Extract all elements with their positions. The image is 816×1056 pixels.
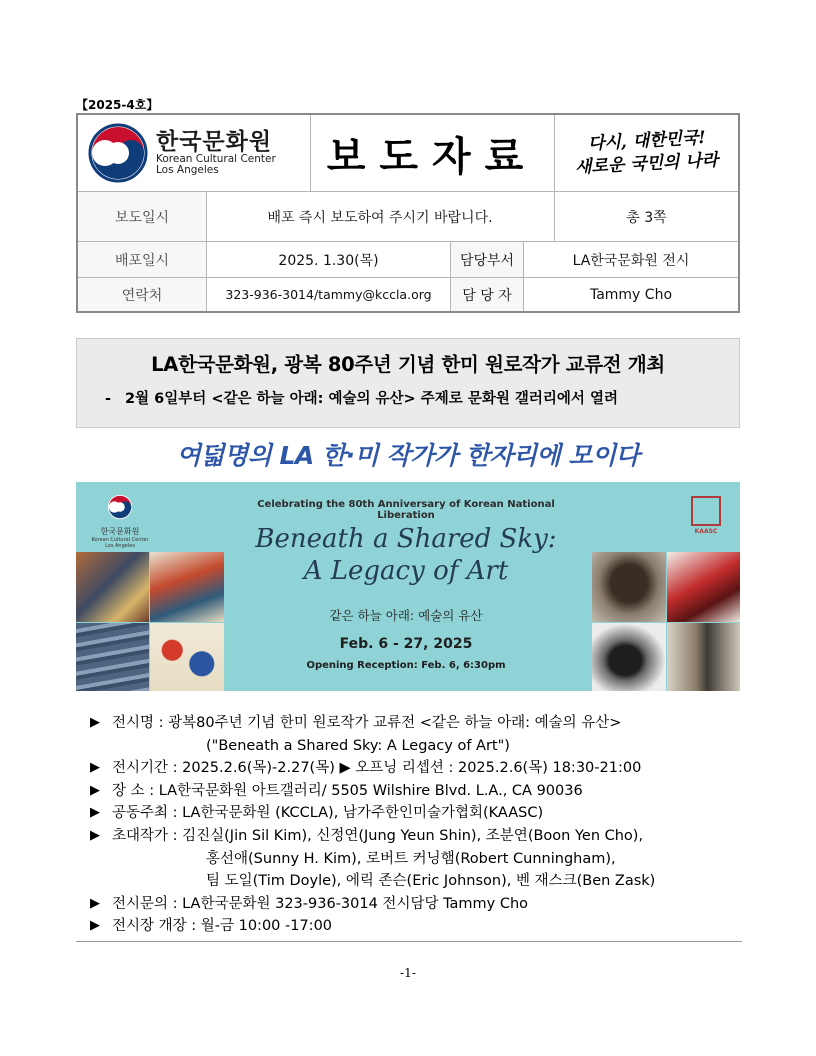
banner-opening-reception: Opening Reception: Feb. 6, 6:30pm	[306, 660, 506, 671]
subheadline-dash: -	[105, 391, 112, 407]
subheadline	[105, 387, 618, 408]
kcc-logo	[78, 115, 310, 191]
banner-logo-city: Los Angeles	[105, 543, 135, 549]
banner-celebrating-text: Celebrating the 80th Anniversary of Korean National Liberation	[257, 499, 555, 521]
artwork-standing-sculpture	[667, 623, 740, 691]
slogan-line-2: 새로운 국민의 나라	[574, 150, 720, 178]
distribution-date-value: 2025. 1.30(목)	[278, 252, 379, 269]
bullet-icon: ▶	[90, 760, 100, 776]
exhibition-info-list	[90, 712, 750, 938]
bottom-divider	[76, 941, 742, 942]
bullet-icon: ▶	[90, 782, 100, 798]
banner-taegeuk-icon	[107, 494, 133, 520]
kaasc-logo	[690, 496, 722, 535]
bullet-icon: ▶	[90, 805, 100, 821]
bullet-icon: ▶	[90, 918, 100, 934]
slogan-line-1: 다시, 대한민국!	[587, 127, 707, 155]
artwork-waves	[76, 623, 149, 691]
page-number: -1-	[400, 966, 416, 980]
banner-logo-korean: 한국문화원	[100, 527, 140, 536]
issue-number: 【2025-4호】	[76, 98, 159, 112]
logo-english-name: Korean Cultural Center	[156, 153, 276, 166]
banner-title-line-2: A Legacy of Art	[303, 556, 509, 586]
contact-value: 323-936-3014/tammy@kccla.org	[225, 287, 432, 302]
person-in-charge-label: 담 당 자	[451, 278, 523, 311]
artwork-abstract-1	[76, 552, 149, 622]
department-label: 담당부서	[451, 242, 523, 277]
info-exhibition-title-english: ("Beneath a Shared Sky: A Legacy of Art")	[206, 737, 510, 754]
contact-label: 연락처	[78, 278, 206, 311]
info-inquiry: ▶ 전시문의 : LA한국문화원 323-936-3014 전시담당 Tammy Cho	[90, 893, 750, 916]
artwork-red-form	[667, 552, 740, 622]
artwork-dark-sculpture	[592, 623, 666, 691]
slogan	[554, 115, 740, 191]
info-invited-artists: ▶ 초대작가 : 김진실(Jin Sil Kim), 신정연(Jung Yeun Shin), 조분연(Boon Yen Cho),	[90, 825, 750, 848]
info-exhibition-period: ▶ 전시기간 : 2025.2.6(목)-2.27(목) ▶ 오프닝 리셉션 : 2025.2.6(목) 18:30-21:00	[90, 757, 750, 780]
kaasc-label: KAASC	[694, 528, 718, 535]
banner-dates: Feb. 6 - 27, 2025	[339, 636, 473, 652]
artwork-abstract-2	[150, 552, 224, 622]
kaasc-seal-icon	[691, 496, 721, 526]
bullet-icon: ▶	[90, 715, 100, 730]
bullet-icon: ▶	[90, 827, 100, 843]
banner-title-line-1: Beneath a Shared Sky:	[255, 524, 557, 554]
banner-logo-english: Korean Cultural Center	[91, 537, 149, 543]
document-type-title: 보도자료	[326, 132, 538, 180]
banner-korean-title: 같은 하늘 아래: 예술의 유산	[329, 608, 483, 623]
artwork-sculpture-figure	[592, 552, 666, 622]
bullet-icon: ▶	[90, 895, 100, 911]
logo-english-city: Los Angeles	[156, 164, 219, 177]
report-date-value: 배포 즉시 보도하여 주시기 바랍니다.	[267, 209, 493, 226]
report-date-label: 보도일시	[78, 192, 206, 241]
info-invited-artists-line-3: 팀 도일(Tim Doyle), 에릭 존슨(Eric Johnson), 벤 재스크(Ben Zask)	[206, 873, 656, 890]
info-exhibition-title: ▶ 전시명 : 광복80주년 기념 한미 원로작가 교류전 <같은 하늘 아래: 예술의 유산>	[90, 712, 750, 735]
exhibition-banner	[76, 482, 740, 691]
info-invited-artists-line-2: 홍선애(Sunny H. Kim), 로버트 커닝햄(Robert Cunningham),	[206, 850, 616, 867]
department-value: LA한국문화원 전시	[572, 252, 690, 269]
info-co-hosts: ▶ 공동주최 : LA한국문화원 (KCCLA), 남가주한인미술가협회(KAASC)	[90, 802, 750, 825]
tagline: 여덟명의 LA 한·미 작가가 한자리에 모이다	[176, 441, 640, 470]
info-opening-hours: ▶ 전시장 개장 : 월-금 10:00 -17:00	[90, 915, 750, 938]
artwork-flowers	[150, 623, 224, 691]
distribution-date-label: 배포일시	[78, 242, 206, 277]
headline: LA한국문화원, 광복 80주년 기념 한미 원로작가 교류전 개최	[151, 353, 665, 376]
page-count: 총 3쪽	[626, 209, 667, 226]
subheadline-text: 2월 6일부터 <같은 하늘 아래: 예술의 유산> 주제로 문화원 갤러리에서 열려	[125, 391, 618, 407]
taegeuk-logo-icon	[88, 123, 148, 183]
banner-kcc-logo	[90, 494, 150, 549]
headline-box	[76, 338, 740, 428]
logo-korean-name: 한국문화원	[156, 128, 273, 155]
info-venue: ▶ 장 소 : LA한국문화원 아트갤러리/ 5505 Wilshire Blvd. L.A., CA 90036	[90, 780, 750, 803]
press-release-header	[76, 113, 740, 313]
person-in-charge-value: Tammy Cho	[589, 286, 673, 303]
